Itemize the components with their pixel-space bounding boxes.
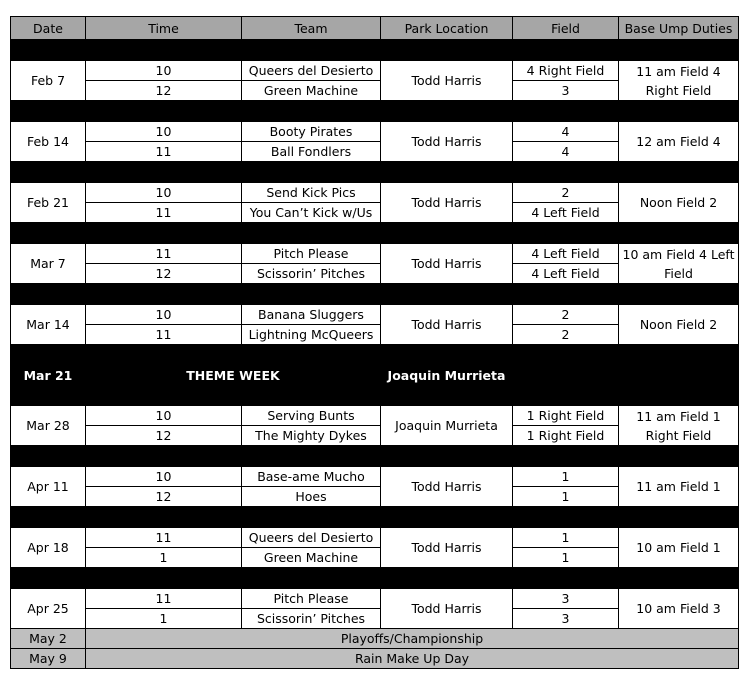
footer-note-cell: Playoffs/Championship (86, 629, 739, 649)
separator-cell (11, 162, 739, 183)
team-cell: Banana Sluggers (242, 305, 381, 325)
header-team: Team (242, 17, 381, 40)
time-cell: 10 (86, 406, 242, 426)
time-cell: 11 (86, 528, 242, 548)
park-location-cell: Todd Harris (381, 589, 513, 629)
date-cell: Feb 7 (11, 61, 86, 101)
footer-row (11, 649, 739, 669)
separator-row (11, 284, 739, 305)
separator-cell (11, 446, 739, 467)
separator-cell (11, 223, 739, 244)
ump-duties-cell: 11 am Field 1 (619, 467, 739, 507)
park-location-cell: Todd Harris (381, 528, 513, 568)
team-cell: Booty Pirates (242, 122, 381, 142)
park-location-cell: Todd Harris (381, 183, 513, 223)
theme-label-cell: THEME WEEK (86, 345, 381, 406)
date-cell: May 2 (11, 629, 86, 649)
separator-cell (11, 40, 739, 61)
team-cell: Green Machine (242, 81, 381, 101)
field-cell: 4 (513, 122, 619, 142)
field-cell: 1 Right Field (513, 426, 619, 446)
separator-cell (11, 507, 739, 528)
field-cell: 3 (513, 609, 619, 629)
field-cell: 4 Left Field (513, 203, 619, 223)
date-cell: Mar 7 (11, 244, 86, 284)
field-cell: 2 (513, 305, 619, 325)
ump-duties-cell: Noon Field 2 (619, 305, 739, 345)
park-location-cell: Todd Harris (381, 244, 513, 284)
team-cell: Pitch Please (242, 589, 381, 609)
date-cell: Feb 21 (11, 183, 86, 223)
separator-row (11, 162, 739, 183)
time-cell: 11 (86, 325, 242, 345)
ump-duties-cell: 10 am Field 4 Left Field (619, 244, 739, 284)
time-cell: 12 (86, 487, 242, 507)
footer-row (11, 629, 739, 649)
schedule-body (11, 40, 739, 669)
time-cell: 12 (86, 426, 242, 446)
header-time: Time (86, 17, 242, 40)
game-row (11, 589, 739, 609)
game-row (11, 61, 739, 81)
separator-row (11, 101, 739, 122)
park-location-cell: Todd Harris (381, 467, 513, 507)
field-cell: 1 Right Field (513, 406, 619, 426)
team-cell: You Can’t Kick w/Us (242, 203, 381, 223)
header-date: Date (11, 17, 86, 40)
date-cell: Mar 28 (11, 406, 86, 446)
time-cell: 11 (86, 244, 242, 264)
field-cell: 1 (513, 548, 619, 568)
team-cell: The Mighty Dykes (242, 426, 381, 446)
park-location-cell: Todd Harris (381, 305, 513, 345)
game-row (11, 244, 739, 264)
date-cell: Feb 14 (11, 122, 86, 162)
team-cell: Queers del Desierto (242, 528, 381, 548)
ump-duties-cell: 10 am Field 1 (619, 528, 739, 568)
game-row (11, 183, 739, 203)
separator-cell (11, 568, 739, 589)
separator-row (11, 446, 739, 467)
park-location-cell: Todd Harris (381, 61, 513, 101)
game-row (11, 528, 739, 548)
time-cell: 11 (86, 203, 242, 223)
team-cell: Green Machine (242, 548, 381, 568)
game-row (11, 305, 739, 325)
time-cell: 10 (86, 183, 242, 203)
ump-duties-cell: Noon Field 2 (619, 183, 739, 223)
header-field: Field (513, 17, 619, 40)
time-cell: 11 (86, 142, 242, 162)
ump-duties-cell: 12 am Field 4 (619, 122, 739, 162)
theme-week-row (11, 345, 739, 406)
ump-duties-cell (619, 345, 739, 406)
ump-duties-cell: 10 am Field 3 (619, 589, 739, 629)
footer-note-cell: Rain Make Up Day (86, 649, 739, 669)
field-cell (513, 345, 619, 406)
header-base-ump-duties: Base Ump Duties (619, 17, 739, 40)
field-cell: 2 (513, 183, 619, 203)
field-cell: 4 Left Field (513, 264, 619, 284)
separator-row (11, 568, 739, 589)
team-cell: Serving Bunts (242, 406, 381, 426)
date-cell: May 9 (11, 649, 86, 669)
time-cell: 10 (86, 122, 242, 142)
date-cell: Mar 21 (11, 345, 86, 406)
field-cell: 3 (513, 81, 619, 101)
team-cell: Pitch Please (242, 244, 381, 264)
field-cell: 2 (513, 325, 619, 345)
separator-row (11, 223, 739, 244)
team-cell: Queers del Desierto (242, 61, 381, 81)
time-cell: 12 (86, 264, 242, 284)
team-cell: Hoes (242, 487, 381, 507)
field-cell: 1 (513, 528, 619, 548)
date-cell: Mar 14 (11, 305, 86, 345)
park-location-cell: Joaquin Murrieta (381, 345, 513, 406)
time-cell: 10 (86, 61, 242, 81)
field-cell: 4 Right Field (513, 61, 619, 81)
time-cell: 1 (86, 609, 242, 629)
time-cell: 1 (86, 548, 242, 568)
ump-duties-cell: 11 am Field 1 Right Field (619, 406, 739, 446)
team-cell: Scissorin’ Pitches (242, 609, 381, 629)
team-cell: Scissorin’ Pitches (242, 264, 381, 284)
ump-duties-cell: 11 am Field 4 Right Field (619, 61, 739, 101)
park-location-cell: Joaquin Murrieta (381, 406, 513, 446)
time-cell: 12 (86, 81, 242, 101)
separator-cell (11, 101, 739, 122)
separator-row (11, 40, 739, 61)
time-cell: 10 (86, 305, 242, 325)
field-cell: 4 (513, 142, 619, 162)
date-cell: Apr 25 (11, 589, 86, 629)
game-row (11, 122, 739, 142)
park-location-cell: Todd Harris (381, 122, 513, 162)
team-cell: Lightning McQueers (242, 325, 381, 345)
field-cell: 4 Left Field (513, 244, 619, 264)
team-cell: Base-ame Mucho (242, 467, 381, 487)
field-cell: 3 (513, 589, 619, 609)
separator-cell (11, 284, 739, 305)
date-cell: Apr 18 (11, 528, 86, 568)
date-cell: Apr 11 (11, 467, 86, 507)
game-row (11, 467, 739, 487)
header-park-location: Park Location (381, 17, 513, 40)
schedule-table (10, 16, 739, 669)
time-cell: 11 (86, 589, 242, 609)
field-cell: 1 (513, 487, 619, 507)
field-cell: 1 (513, 467, 619, 487)
separator-row (11, 507, 739, 528)
time-cell: 10 (86, 467, 242, 487)
header-row (11, 17, 739, 40)
team-cell: Ball Fondlers (242, 142, 381, 162)
game-row (11, 406, 739, 426)
team-cell: Send Kick Pics (242, 183, 381, 203)
